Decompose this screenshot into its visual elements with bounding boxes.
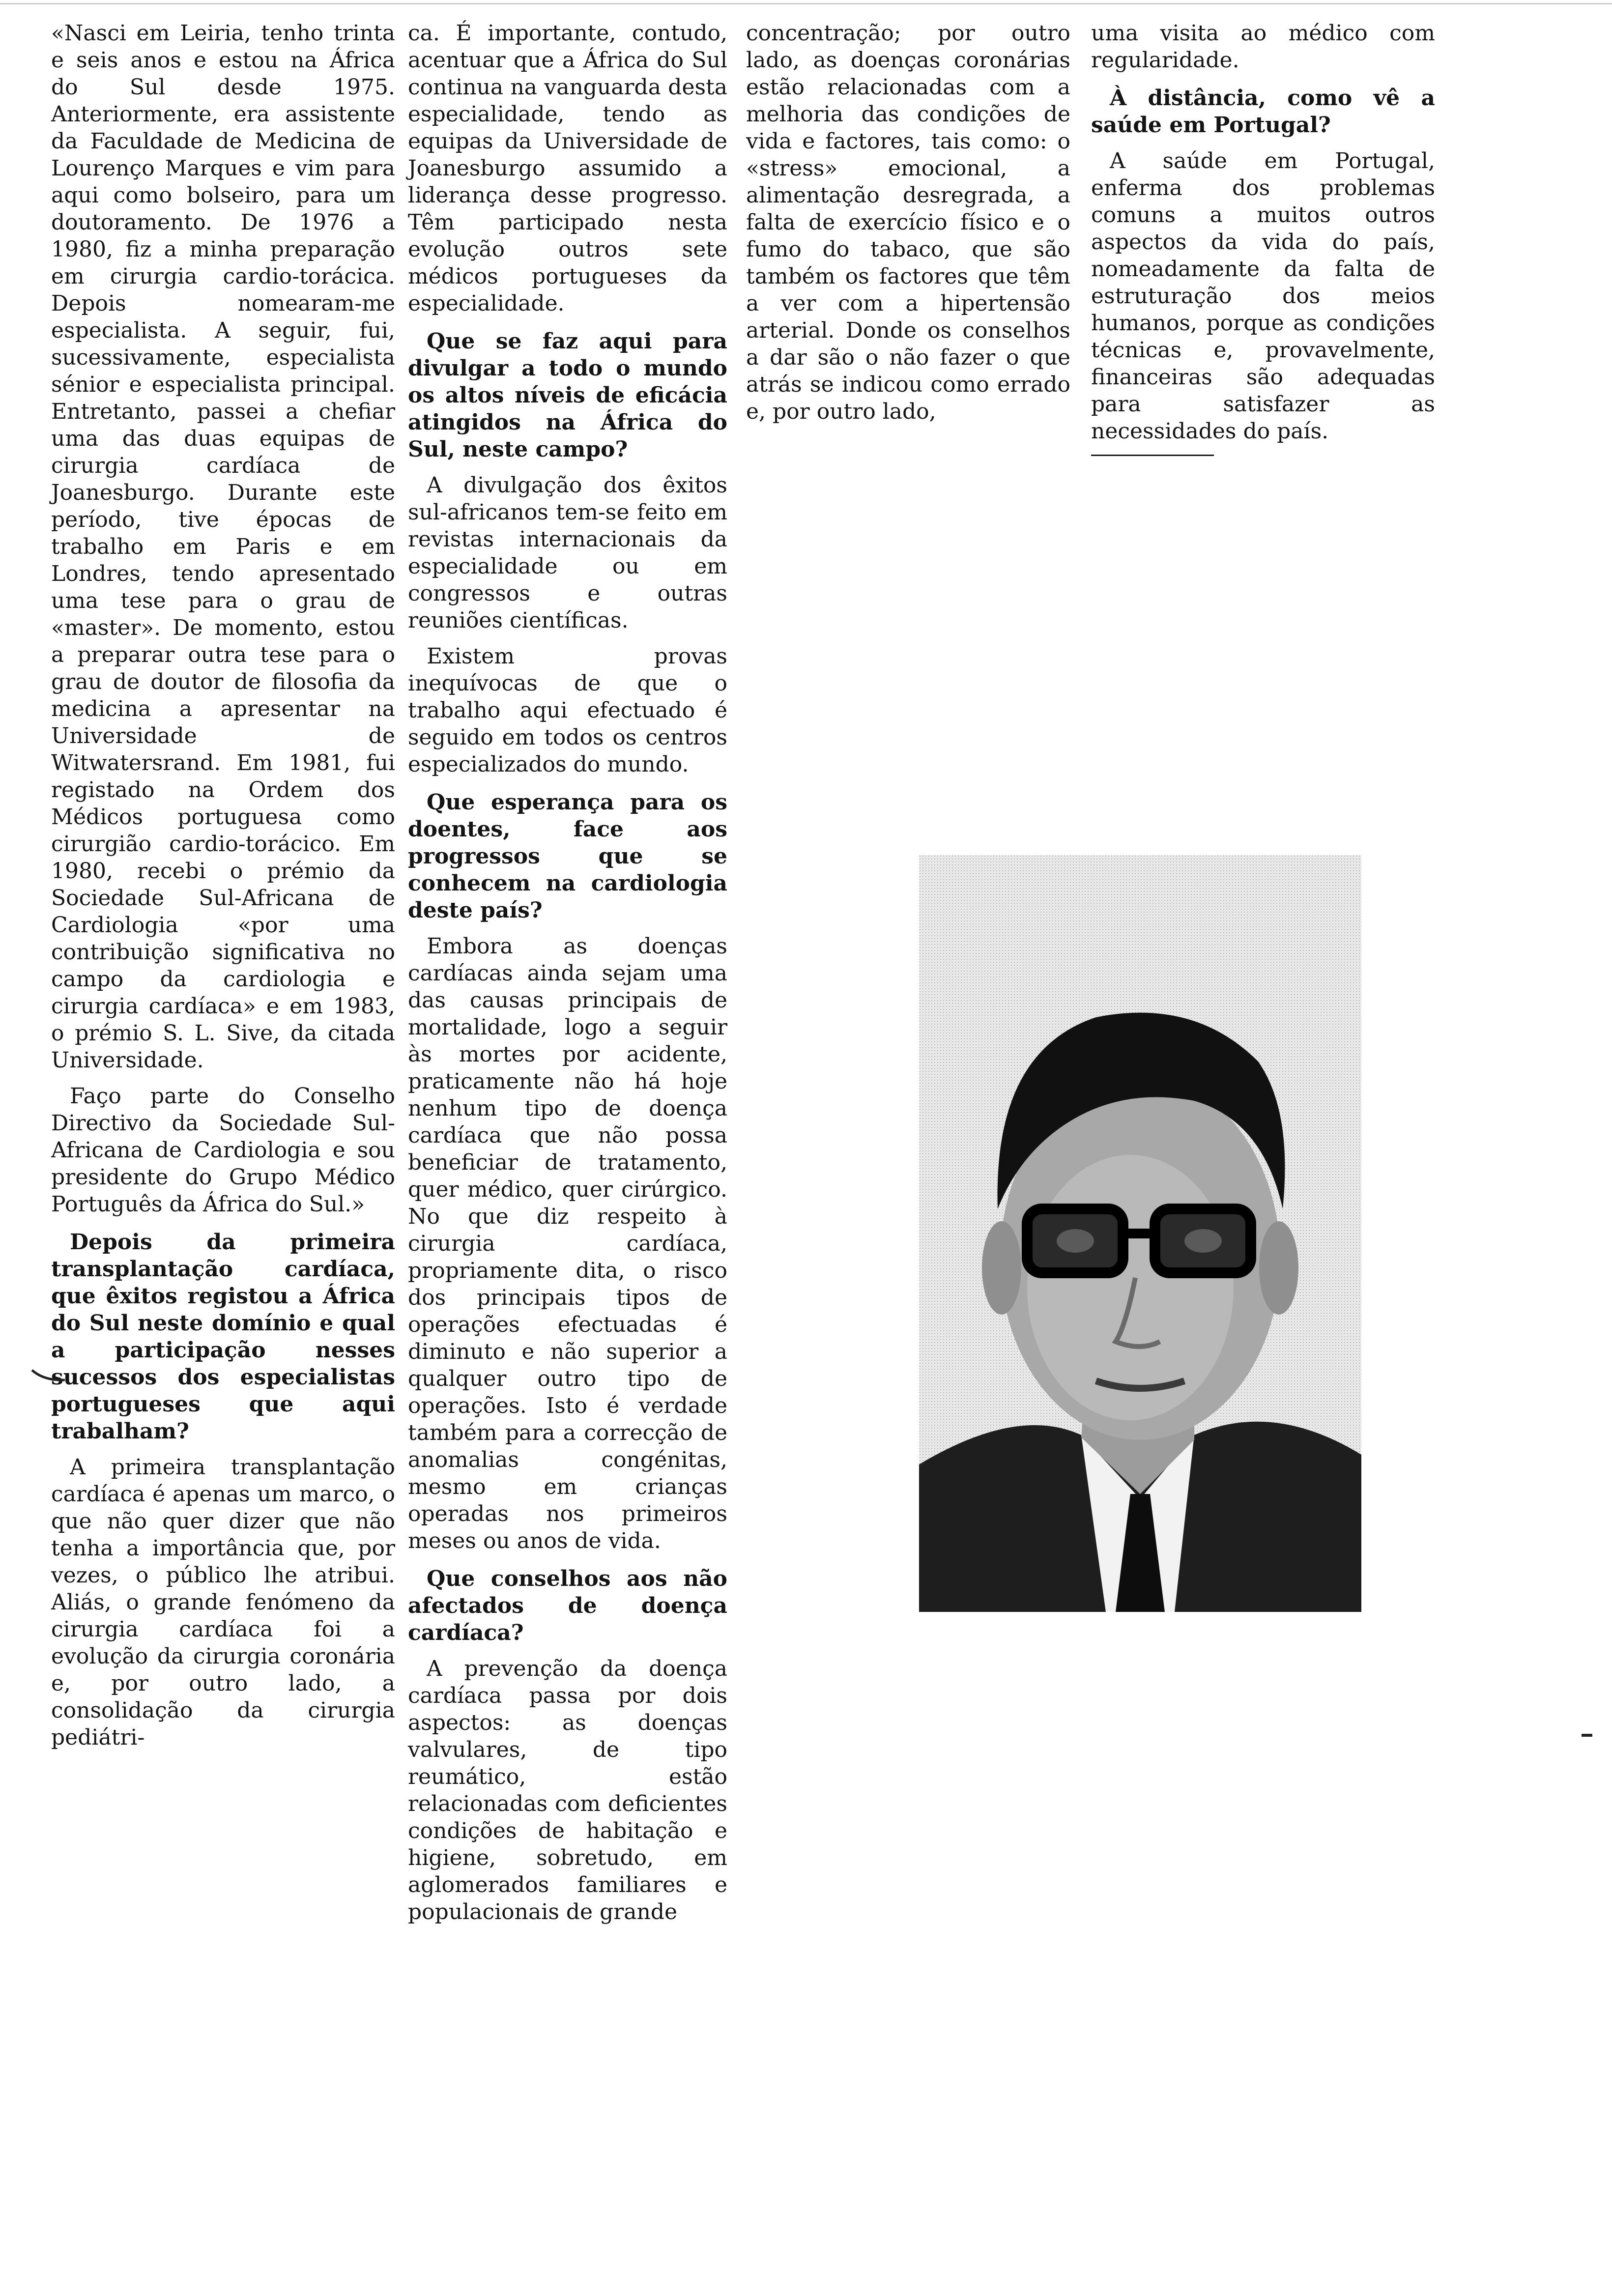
answer-hope: Embora as doenças cardíacas ainda sejam uma das causas principais de mortalidade, logo a seguir às mortes por acidente, praticamente não há hoje nenhum tipo de doença cardíaca que não possa beneficiar de tratamento, quer médico, quer cirúrgico. No que diz respeito à cirurgia cardíaca, propriamente dita, o risco dos principais tipos de operações efectuadas é diminuto e não superior a qualquer outro tipo de operações. Isto é verdade também para a correcção de anomalias congénitas, mesmo em crianças operadas nos primeiros meses ou anos de vida. bbox=[408, 934, 727, 1553]
answer-divulgation-2: Existem provas inequívocas de que o trabalho aqui efectuado é seguido em todos os centros especializados do mundo. bbox=[408, 644, 727, 777]
answer-portugal: A saúde em Portugal, enferma dos problemas comuns a muitos outros aspectos da vida do país, nomeadamente da falta de estruturação dos meios humanos, porque as condições técnicas e, provavelmente, financeiras são adequadas para satisfazer as necessidades do país. bbox=[1091, 148, 1435, 444]
article-column-2 bbox=[408, 20, 727, 1934]
end-rule bbox=[1091, 455, 1214, 456]
answer-transplant: A primeira transplantação cardíaca é apenas um marco, o que não quer dizer que não tenha a importância que, por vezes, o público lhe atribui. Aliás, o grande fenómeno da cirurgia cardíaca foi a evolução da cirurgia coronária e, por outro lado, a consolidação da cirurgia pediátri- bbox=[51, 1455, 395, 1750]
portrait-photo-icon bbox=[919, 855, 1361, 1612]
bio-paragraph: «Nasci em Leiria, tenho trinta e seis anos e estou na África do Sul desde 1975. Anteriormente, era assistente da Faculdade de Medicina de Lourenço Marques e vim para aqui como bolseiro, para um doutoramento. De 1976 a 1980, fiz a minha preparação em cirurgia cardio-torácica. Depois nomearam-me especialista. A seguir, fui, sucessivamente, especialista sénior e especialista principal. Entretanto, passei a chefiar uma das duas equipas de cirurgia cardíaca de Joanesburgo. Durante este período, tive épocas de trabalho em Paris e em Londres, tendo apresentado uma tese para o grau de «master». De momento, estou a preparar outra tese para o grau de doutor de filosofia da medicina a apresentar na Universidade de Witwatersrand. Em 1981, fui registado na Ordem dos Médicos portuguesa como cirurgião cardio-torácico. Em 1980, recebi o prémio da Sociedade Sul-Africana de Cardiologia «por uma contribuição significativa no campo da cardiologia e cirurgia cardíaca» e em 1983, o prémio S. L. Sive, da citada Universidade. bbox=[51, 21, 395, 1073]
question-transplant: Depois da primeira transplantação cardíaca, que êxitos registou a África do Sul neste domínio e qual a participação nesses sucessos dos especialistas portugueses que aqui trabalham? bbox=[51, 1230, 395, 1444]
article-column-1 bbox=[51, 20, 395, 1760]
article-column-3 bbox=[746, 20, 1070, 434]
answer-transplant-cont: ca. É importante, contudo, acentuar que a África do Sul continua na vanguarda desta especialidade, tendo as equipas da Universidade de Joanesburgo assumido a liderança desse progresso. Têm participado nesta evolução outros sete médicos portugueses da especialidade. bbox=[408, 21, 727, 316]
question-portugal: À distância, como vê a saúde em Portugal? bbox=[1091, 86, 1435, 138]
answer-advice-cont: concentração; por outro lado, as doenças coronárias estão relacionadas com a melhoria das condições de vida e factores, tais como: o «stress» emocional, a alimentação desregrada, a falta de exercício físico e o fumo do tabaco, que são também os factores que têm a ver com a hipertensão arterial. Donde os conselhos a dar são o não fazer o que atrás se indicou como errado e, por outro lado, bbox=[746, 21, 1070, 424]
answer-advice-tail: uma visita ao médico com regularidade. bbox=[1091, 21, 1435, 73]
margin-mark-icon bbox=[29, 1366, 69, 1386]
question-hope: Que esperança para os doentes, face aos progressos que se conhecem na cardiologia deste país? bbox=[408, 790, 727, 923]
margin-dash bbox=[1582, 1734, 1592, 1737]
page-top-edge bbox=[0, 3, 1612, 4]
answer-advice: A prevenção da doença cardíaca passa por dois aspectos: as doenças valvulares, de tipo reumático, estão relacionadas com deficientes condições de habitação e higiene, sobretudo, em aglomerados familiares e populacionais de grande bbox=[408, 1656, 727, 1924]
answer-divulgation: A divulgação dos êxitos sul-africanos tem-se feito em revistas internacionais da especialidade ou em congressos e outras reuniões científicas. bbox=[408, 473, 727, 633]
question-divulgation: Que se faz aqui para divulgar a todo o mundo os altos níveis de eficácia atingidos na África do Sul, neste campo? bbox=[408, 329, 727, 462]
question-advice: Que conselhos aos não afectados de doença cardíaca? bbox=[408, 1566, 727, 1645]
bio-paragraph-2: Faço parte do Conselho Directivo da Sociedade Sul-Africana de Cardiologia e sou presidente do Grupo Médico Português da África do Sul.» bbox=[51, 1084, 395, 1217]
portrait-photo bbox=[919, 855, 1361, 1612]
article-column-4 bbox=[1091, 20, 1435, 456]
